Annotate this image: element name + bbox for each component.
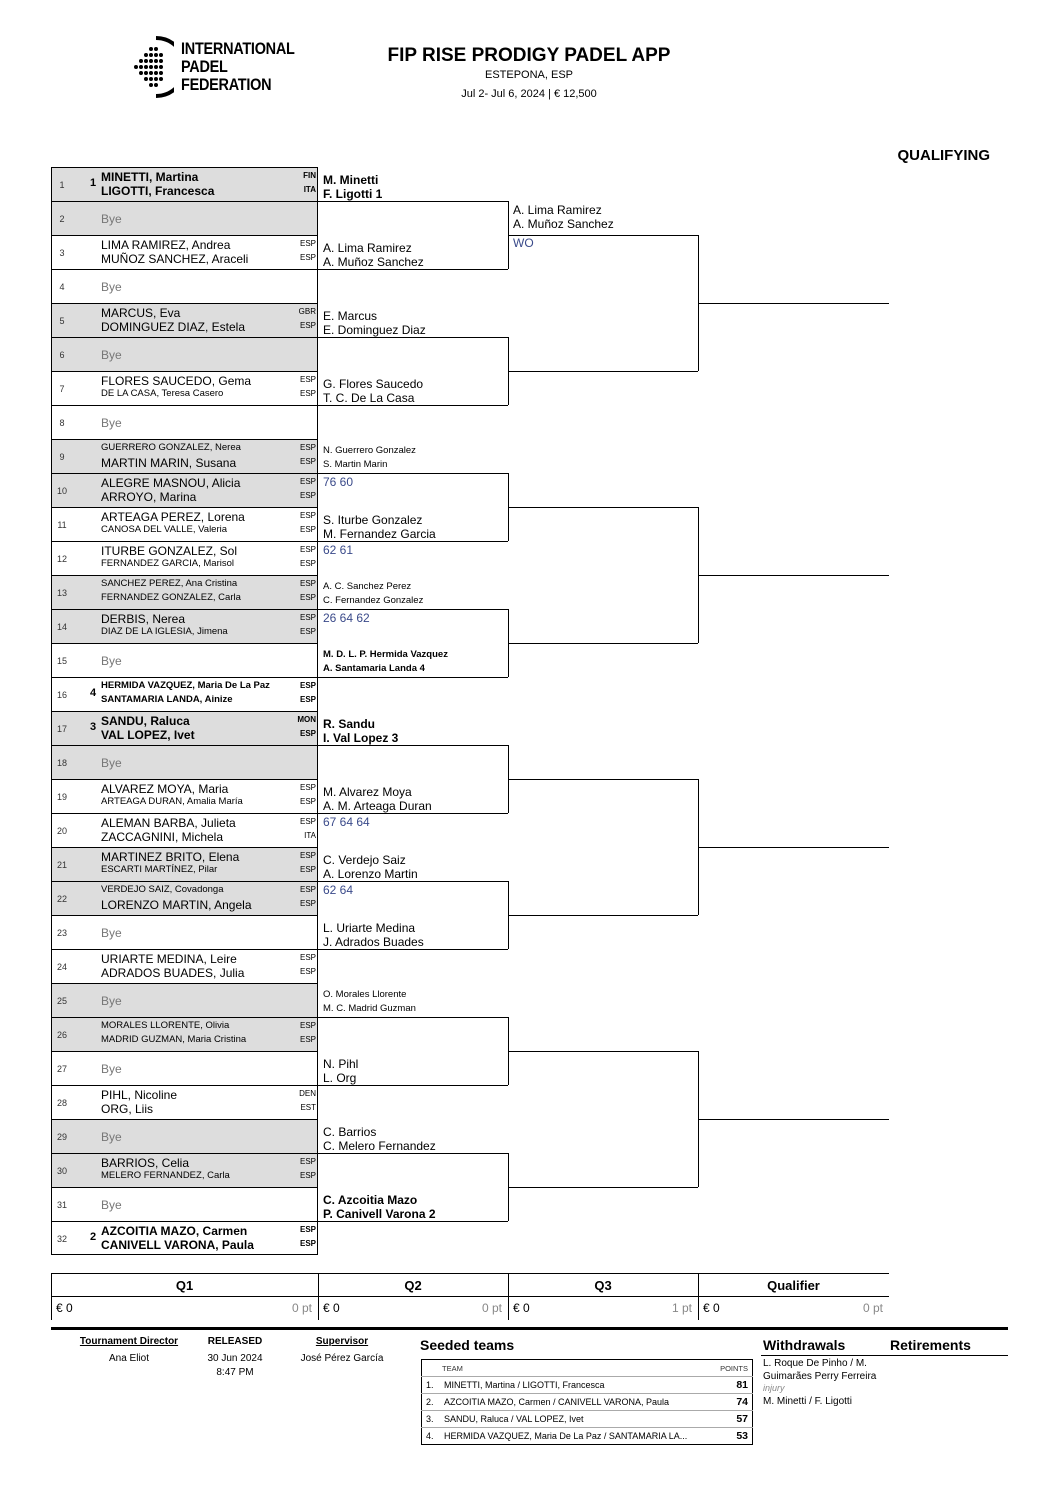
country-code: ESP xyxy=(299,1035,316,1044)
seed-number: 2 xyxy=(90,1231,97,1243)
player-name: MARTINEZ BRITO, Elena xyxy=(101,850,240,864)
seed-team: AZCOITIA MAZO, Carmen / CANIVELL VARONA, Paula xyxy=(440,1394,713,1411)
country-code: GBR xyxy=(298,307,316,316)
player-name: LIGOTTI, Francesca xyxy=(101,184,215,198)
country-code: ESP xyxy=(299,851,316,860)
q2-winner-line2: A. Lorenzo Martin xyxy=(323,867,418,881)
team-col-header: TEAM xyxy=(442,1363,463,1373)
q2-winner-line1: M. D. L. P. Hermida Vazquez xyxy=(323,649,448,660)
bracket-line xyxy=(318,1017,508,1018)
player-name: ESCARTI MARTÍNEZ, Pilar xyxy=(101,864,218,875)
country-code: ESP xyxy=(299,695,316,704)
country-code: ESP xyxy=(299,477,316,486)
country-code: ESP xyxy=(299,1225,316,1234)
bracket-line xyxy=(318,881,508,882)
player-name: AZCOITIA MAZO, Carmen xyxy=(101,1224,248,1238)
country-code: FIN xyxy=(303,171,316,180)
td-name: Ana Eliot xyxy=(108,1353,150,1364)
slot-number: 13 xyxy=(56,588,67,598)
bye-label: Bye xyxy=(101,348,122,362)
bracket-line xyxy=(318,1221,508,1222)
player-name: MELERO FERNANDEZ, Carla xyxy=(101,1170,230,1181)
player-name: ADRADOS BUADES, Julia xyxy=(101,966,245,980)
player-name: ITURBE GONZALEZ, Sol xyxy=(101,544,238,558)
player-name: ARTEAGA DURAN, Amalia María xyxy=(101,796,243,807)
slot-number: 22 xyxy=(56,894,67,904)
ranking-points: 0 pt xyxy=(481,1301,502,1315)
slot-number: 30 xyxy=(56,1166,67,1176)
q2-winner-line1: L. Uriarte Medina xyxy=(323,921,416,935)
country-code: ESP xyxy=(299,525,316,534)
bye-label: Bye xyxy=(101,280,122,294)
match-score: WO xyxy=(513,236,534,250)
player-name: SANDU, Raluca xyxy=(101,714,190,728)
bye-label: Bye xyxy=(101,1198,122,1212)
seed-team: SANDU, Raluca / VAL LOPEZ, Ivet xyxy=(440,1411,713,1428)
slot-number: 4 xyxy=(59,282,65,292)
q2-winner-line1: S. Iturbe Gonzalez xyxy=(323,513,423,527)
bye-label: Bye xyxy=(101,654,122,668)
prize-money: € 0 xyxy=(513,1301,530,1315)
player-name: MADRID GUZMAN, Maria Cristina xyxy=(101,1034,247,1045)
bracket-line xyxy=(318,949,508,950)
player-name: DOMINGUEZ DIAZ, Estela xyxy=(101,320,246,334)
bracket-line xyxy=(318,541,508,542)
slot-number: 2 xyxy=(59,214,65,224)
bracket-line xyxy=(318,337,508,338)
player-name: ALEGRE MASNOU, Alicia xyxy=(101,476,241,490)
country-code: ESP xyxy=(299,627,316,636)
round-q1: Q1 xyxy=(175,1278,194,1293)
player-name: LORENZO MARTIN, Angela xyxy=(101,898,252,912)
q2-winner-line2: C. Fernandez Gonzalez xyxy=(323,595,424,606)
seed-points: 53 xyxy=(713,1428,753,1445)
country-code: ESP xyxy=(299,681,316,690)
q2-winner-line1: E. Marcus xyxy=(323,309,378,323)
country-code: ESP xyxy=(299,817,316,826)
country-code: ESP xyxy=(299,967,316,976)
bye-label: Bye xyxy=(101,1062,122,1076)
q2-winner-line2: A. Muñoz Sanchez xyxy=(323,255,424,269)
bracket-line xyxy=(318,745,508,746)
bracket-line xyxy=(508,779,698,780)
slot-number: 11 xyxy=(57,520,67,530)
seeded-teams-heading: Seeded teams xyxy=(420,1337,515,1353)
player-name: ZACCAGNINI, Michela xyxy=(101,830,224,844)
player-name: CANIVELL VARONA, Paula xyxy=(101,1238,254,1252)
slot-number: 3 xyxy=(59,248,65,258)
seed-number: 3 xyxy=(90,721,97,733)
withdrawal-2: M. Minetti / F. Ligotti xyxy=(763,1396,852,1407)
player-name: FERNANDEZ GONZALEZ, Carla xyxy=(101,592,241,603)
seed-points: 57 xyxy=(713,1411,753,1428)
q2-winner-line2: J. Adrados Buades xyxy=(323,935,424,949)
country-code: ESP xyxy=(299,443,316,452)
country-code: ESP xyxy=(299,491,316,500)
country-code: DEN xyxy=(299,1089,316,1098)
country-code: ESP xyxy=(299,511,316,520)
country-code: ESP xyxy=(299,375,316,384)
seeded-teams-table xyxy=(421,1359,753,1445)
page-title: FIP RISE PRODIGY PADEL APP xyxy=(387,45,671,66)
player-name: MUÑOZ SANCHEZ, Araceli xyxy=(101,252,249,266)
q2-winner-line1: N. Pihl xyxy=(323,1057,359,1071)
bracket-line xyxy=(318,405,508,406)
withdrawals-heading: Withdrawals xyxy=(763,1337,846,1353)
player-name: PIHL, Nicoline xyxy=(101,1088,178,1102)
q2-winner-line2: T. C. De La Casa xyxy=(323,391,415,405)
q2-winner-line2: M. C. Madrid Guzman xyxy=(323,1003,416,1014)
retirements-heading: Retirements xyxy=(890,1337,971,1353)
q2-winner-line1: A. Lima Ramirez xyxy=(323,241,412,255)
slot-number: 10 xyxy=(56,486,67,496)
slot-number: 12 xyxy=(56,554,67,564)
seed-rank: 3. xyxy=(422,1411,441,1428)
seed-rank: 4. xyxy=(422,1428,441,1445)
slot-number: 25 xyxy=(56,996,67,1006)
fip-logo-icon xyxy=(128,36,174,98)
bracket-line xyxy=(508,507,698,508)
seed-row xyxy=(422,1394,753,1411)
country-code: ESP xyxy=(299,545,316,554)
country-code: ESP xyxy=(299,1021,316,1030)
q2-winner-line2: F. Ligotti 1 xyxy=(323,187,383,201)
country-code: ESP xyxy=(299,389,316,398)
q2-winner-line1: M. Alvarez Moya xyxy=(323,785,412,799)
bracket-line xyxy=(318,1153,508,1154)
player-name: HERMIDA VAZQUEZ, Maria De La Paz xyxy=(101,680,270,691)
country-code: ITA xyxy=(304,831,316,840)
withdrawal-1-line1: L. Roque De Pinho / M. xyxy=(763,1358,867,1369)
ranking-points: 1 pt xyxy=(671,1301,692,1315)
location: ESTEPONA, ESP xyxy=(484,69,574,81)
country-code: ESP xyxy=(299,1239,316,1248)
country-code: ESP xyxy=(299,797,316,806)
ranking-points: 0 pt xyxy=(291,1301,312,1315)
footer-mid-line xyxy=(51,1296,889,1297)
slot-number: 31 xyxy=(56,1200,67,1210)
q2-winner-line2: P. Canivell Varona 2 xyxy=(323,1207,436,1221)
footer-top-line xyxy=(51,1273,889,1274)
prize-money: € 0 xyxy=(56,1301,73,1315)
bracket-line xyxy=(318,813,508,814)
bye-label: Bye xyxy=(101,756,122,770)
slot-number: 16 xyxy=(56,690,67,700)
bye-label: Bye xyxy=(101,926,122,940)
q2-winner-line1: G. Flores Saucedo xyxy=(323,377,424,391)
bracket-line xyxy=(698,575,889,576)
points-col-header: POINTS xyxy=(720,1363,748,1373)
player-name: BARRIOS, Celia xyxy=(101,1156,190,1170)
released-time: 8:47 PM xyxy=(216,1367,254,1378)
match-score: 76 60 xyxy=(323,475,354,489)
country-code: ESP xyxy=(299,865,316,874)
match-score: 62 61 xyxy=(323,543,354,557)
slot-number: 29 xyxy=(56,1132,67,1142)
player-name: MARTIN MARIN, Susana xyxy=(101,456,237,470)
slot-number: 18 xyxy=(56,758,67,768)
bracket-line xyxy=(318,1085,508,1086)
slot-number: 20 xyxy=(56,826,67,836)
bracket-line xyxy=(318,201,508,202)
q3-winner-line2: A. Muñoz Sanchez xyxy=(513,217,614,231)
q2-winner-line2: A. Santamaria Landa 4 xyxy=(323,663,425,674)
withdrawal-1-line2: Guimarães Perry Ferreira xyxy=(763,1371,877,1382)
q2-winner-line2: L. Org xyxy=(323,1071,357,1085)
country-code: ESP xyxy=(299,899,316,908)
bracket-line xyxy=(508,371,698,372)
bracket-line xyxy=(318,473,508,474)
q2-winner-line1: R. Sandu xyxy=(323,717,376,731)
slot-number: 17 xyxy=(56,724,67,734)
q2-winner-line2: S. Martin Marin xyxy=(323,459,388,470)
q2-winner-line1: M. Minetti xyxy=(323,173,379,187)
bye-label: Bye xyxy=(101,1130,122,1144)
seed-points: 81 xyxy=(713,1377,753,1394)
country-code: ESP xyxy=(299,457,316,466)
player-name: ALVAREZ MOYA, Maria xyxy=(101,782,229,796)
player-name: VAL LOPEZ, Ivet xyxy=(101,728,195,742)
prize-money: € 0 xyxy=(323,1301,340,1315)
slot-number: 15 xyxy=(56,656,67,666)
bye-label: Bye xyxy=(101,212,122,226)
q2-winner-line1: C. Azcoitia Mazo xyxy=(323,1193,418,1207)
player-name: DERBIS, Nerea xyxy=(101,612,186,626)
seed-rank: 2. xyxy=(422,1394,441,1411)
dates-prize: Jul 2- Jul 6, 2024 | € 12,500 xyxy=(461,88,597,100)
country-code: ESP xyxy=(299,1157,316,1166)
q2-winner-line2: I. Val Lopez 3 xyxy=(323,731,399,745)
q2-winner-line2: M. Fernandez Garcia xyxy=(323,527,436,541)
slot-number: 14 xyxy=(56,622,67,632)
country-code: ESP xyxy=(299,321,316,330)
player-name: SANTAMARIA LANDA, Ainize xyxy=(101,694,233,705)
player-name: CANOSA DEL VALLE, Valeria xyxy=(101,524,228,535)
seed-team: HERMIDA VAZQUEZ, Maria De La Paz / SANTAMARIA LA... xyxy=(440,1428,713,1445)
supervisor-label: Supervisor xyxy=(315,1336,369,1347)
player-name: DE LA CASA, Teresa Casero xyxy=(101,388,224,399)
bracket-line xyxy=(318,269,508,270)
seed-row xyxy=(422,1428,753,1445)
country-code: ITA xyxy=(303,185,316,194)
player-name: ALEMAN BARBA, Julieta xyxy=(101,816,236,830)
player-name: FLORES SAUCEDO, Gema xyxy=(101,374,252,388)
q2-winner-line1: C. Verdejo Saiz xyxy=(323,853,406,867)
q2-winner-line2: A. M. Arteaga Duran xyxy=(323,799,432,813)
player-name: VERDEJO SAIZ, Covadonga xyxy=(101,884,224,895)
bye-label: Bye xyxy=(101,416,122,430)
bracket-line xyxy=(508,1187,698,1188)
q3-winner-line1: A. Lima Ramirez xyxy=(513,203,602,217)
slot-number: 23 xyxy=(56,928,67,938)
logo-wordmark: INTERNATIONAL PADEL FEDERATION xyxy=(181,39,295,94)
slot-number: 28 xyxy=(56,1098,67,1108)
country-code: EST xyxy=(300,1103,316,1112)
slot-number: 9 xyxy=(59,452,65,462)
q2-winner-line1: N. Guerrero Gonzalez xyxy=(323,445,416,456)
country-code: ESP xyxy=(299,729,316,738)
seed-number: 1 xyxy=(90,177,97,189)
slot-number: 6 xyxy=(59,350,65,360)
bracket-line xyxy=(508,235,698,236)
footer-thick-rule xyxy=(51,1327,1008,1330)
bracket-line xyxy=(318,609,508,610)
slot-number: 5 xyxy=(59,316,65,326)
slot-number: 8 xyxy=(59,418,65,428)
released-date: 30 Jun 2024 xyxy=(207,1353,263,1364)
round-qualifier: Qualifier xyxy=(767,1278,820,1293)
round-q2: Q2 xyxy=(404,1278,422,1293)
country-code: MON xyxy=(297,715,316,724)
bracket-line xyxy=(698,303,889,304)
bracket-line xyxy=(698,847,889,848)
slot-number: 32 xyxy=(56,1234,67,1244)
match-score: 67 64 64 xyxy=(323,815,370,829)
country-code: ESP xyxy=(299,783,316,792)
bracket-line xyxy=(698,1119,889,1120)
bracket-line xyxy=(508,1051,698,1052)
slot-number: 1 xyxy=(59,180,65,190)
released-label: RELEASED xyxy=(207,1336,263,1347)
match-score: 26 64 62 xyxy=(323,611,370,625)
prize-money: € 0 xyxy=(703,1301,720,1315)
slot-number: 26 xyxy=(56,1030,67,1040)
slot-number: 24 xyxy=(56,962,67,972)
player-name: LIMA RAMIREZ, Andrea xyxy=(101,238,231,252)
q2-winner-line1: A. C. Sanchez Perez xyxy=(323,581,412,592)
draw-type: QUALIFYING xyxy=(897,147,990,164)
player-name: MARCUS, Eva xyxy=(101,306,181,320)
slot-number: 19 xyxy=(56,792,67,802)
q2-winner-line1: C. Barrios xyxy=(323,1125,377,1139)
country-code: ESP xyxy=(299,953,316,962)
match-score: 62 64 xyxy=(323,883,354,897)
seed-row xyxy=(422,1377,753,1394)
player-name: ORG, Liis xyxy=(101,1102,154,1116)
country-code: ESP xyxy=(299,1171,316,1180)
player-name: ARTEAGA PEREZ, Lorena xyxy=(101,510,245,524)
bracket-line xyxy=(508,643,698,644)
player-name: GUERRERO GONZALEZ, Nerea xyxy=(101,442,241,453)
slot-number: 27 xyxy=(56,1064,67,1074)
q1-border xyxy=(51,167,318,1255)
slot-number: 21 xyxy=(56,860,67,870)
seed-row xyxy=(422,1411,753,1428)
seed-rank: 1. xyxy=(422,1377,441,1394)
bye-label: Bye xyxy=(101,994,122,1008)
withdrawals-rule xyxy=(761,1355,1008,1356)
slot-number: 7 xyxy=(59,384,65,394)
seed-number: 4 xyxy=(90,687,97,699)
player-name: DIAZ DE LA IGLESIA, Jimena xyxy=(101,626,228,637)
player-name: URIARTE MEDINA, Leire xyxy=(101,952,237,966)
country-code: ESP xyxy=(299,579,316,588)
ranking-points: 0 pt xyxy=(862,1301,883,1315)
withdrawal-1-reason: injury xyxy=(763,1383,785,1393)
country-code: ESP xyxy=(299,253,316,262)
player-name: SANCHEZ PEREZ, Ana Cristina xyxy=(101,578,238,589)
country-code: ESP xyxy=(299,613,316,622)
q2-winner-line2: E. Dominguez Diaz xyxy=(323,323,426,337)
country-code: ESP xyxy=(299,559,316,568)
bracket-line xyxy=(318,677,508,678)
q2-winner-line2: C. Melero Fernandez xyxy=(323,1139,436,1153)
round-q3: Q3 xyxy=(594,1278,612,1293)
country-code: ESP xyxy=(299,885,316,894)
td-label: Tournament Director xyxy=(79,1336,179,1347)
seed-team: MINETTI, Martina / LIGOTTI, Francesca xyxy=(440,1377,713,1394)
q2-winner-line1: O. Morales Llorente xyxy=(323,989,407,1000)
seed-points: 74 xyxy=(713,1394,753,1411)
player-name: MINETTI, Martina xyxy=(101,170,199,184)
supervisor-name: José Pérez García xyxy=(300,1353,384,1364)
player-name: ARROYO, Marina xyxy=(101,490,197,504)
player-name: FERNANDEZ GARCIA, Marisol xyxy=(101,558,235,569)
player-name: MORALES LLORENTE, Olivia xyxy=(101,1020,230,1031)
bracket-line xyxy=(508,915,698,916)
country-code: ESP xyxy=(299,593,316,602)
country-code: ESP xyxy=(299,239,316,248)
